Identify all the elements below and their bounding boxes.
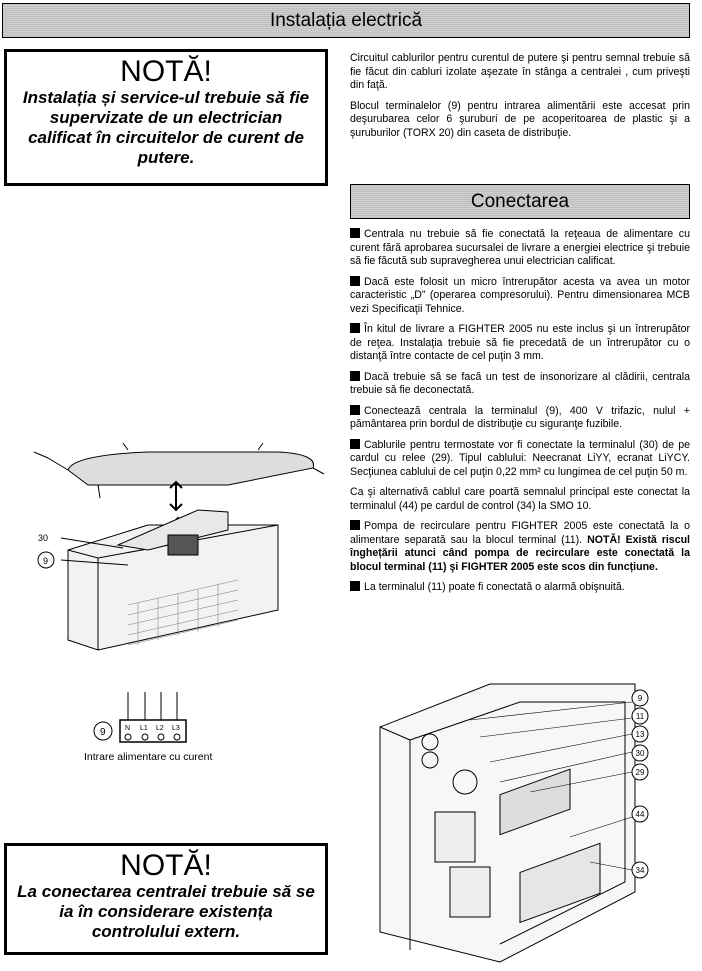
bullet-item: Pompa de recirculare pentru FIGHTER 2005 este conectată la o alimentare separată sau la blocul terminal (11). NOTĂ! Există riscul înghețării atunci când pompa de recirculare este conectată la blocul terminal (11) şi FIGHTER 2005 este scos din funcțiune. — [350, 520, 691, 573]
note-box-bottom — [4, 843, 328, 955]
bullet-square-icon — [350, 228, 360, 238]
bullet-item: Dacă trebuie să se facă un test de insonorizare al clădirii, centrala trebuie să fie deconectată. — [350, 370, 690, 396]
pump-warning: NOTĂ! Există riscul înghețării atunci când pompa de recirculare este conectată la blocul terminal (11) şi FIGHTER 2005 este scos din funcțiune. — [350, 533, 691, 573]
callout-34: 34 — [635, 866, 645, 875]
pin-N: N — [125, 725, 131, 732]
pin-L3: L3 — [172, 725, 180, 732]
title-text: Instalația electrică — [269, 9, 423, 31]
bullet-item: Dacă este folosit un micro întrerupător acesta va avea un motor caracteristic „D" (operarea compresorului). Pentru dimensionarea MCB vezi Specificaţii Tehnice. — [350, 275, 690, 315]
note-title: NOTĂ! — [120, 55, 212, 88]
note-box-top — [4, 49, 328, 186]
bullet-item: Cablurile pentru termostate vor fi conectate la terminalul (30) de pe cardul cu relee (29). Tipul cablului: Neecranat LiYY, ecranat LiYCY. Secţiunea cablului de cel puţin 0,22 mm² cu lungimea de cel puţin 50 m. — [350, 438, 690, 478]
alternative-paragraph: Ca şi alternativă cablul care poartă semnalul principal este conectat la terminalul (44) pe cardul de control (34) la SMO 10. — [350, 486, 690, 512]
callout-44: 44 — [635, 810, 645, 819]
note-title: NOTĂ! — [120, 849, 212, 882]
bullet-square-icon — [350, 323, 360, 333]
pin-L2: L2 — [156, 725, 164, 732]
callout-label-9: 9 — [43, 556, 49, 566]
bullet-square-icon — [350, 371, 360, 381]
callout-13: 13 — [635, 730, 645, 739]
note-body: Instalația și service-ul trebuie să fie supervizate de un electrician calificat în circuitelor de curent de putere. — [22, 88, 310, 167]
bullet-item: În kitul de livrare a FIGHTER 2005 nu este inclus şi un întrerupător de reţea. Instalaţia trebuie să fie precedată de un întrerupător cu o distanţă între contacte de cel puţin 3 mm. — [350, 323, 690, 362]
distribution-box-illustration — [370, 682, 700, 968]
bullet-item: Centrala nu trebuie să fie conectată la reţeaua de alimentare cu curent fără aprobarea sucursalei de livrare a energiei electrice şi trebuie să fie făcută sub supravegherea unui electrician calificat. — [350, 228, 690, 267]
conectarea-text — [350, 228, 690, 602]
unit-illustration — [28, 440, 328, 665]
intro-text — [350, 52, 690, 147]
bullet-item: Conectează centrala la terminalul (9), 400 V trifazic, nulul + pământarea prin bordul de distribuţie cu siguranţe fuzibile. — [350, 404, 690, 430]
terminal-caption: Intrare alimentare cu curent — [84, 751, 213, 763]
bullet-square-icon — [350, 276, 360, 286]
conectarea-title: Conectarea — [470, 190, 570, 212]
bullet-square-icon — [350, 520, 360, 530]
bullet-square-icon — [350, 439, 360, 449]
callout-11: 11 — [635, 712, 645, 721]
callout-30: 30 — [635, 749, 645, 758]
pin-L1: L1 — [140, 725, 148, 732]
callout-29: 29 — [635, 768, 645, 777]
intro-paragraph-2: Blocul terminalelor (9) pentru intrarea alimentării este accesat prin deşurubarea celor 6 şuruburi de pe acoperitoarea de plastic şi a şuruburilor (TORX 20) din caseta de distribuţie. — [350, 99, 690, 139]
callout-label-30: 30 — [38, 533, 49, 543]
section-title — [2, 3, 690, 38]
bullet-square-icon — [350, 405, 360, 415]
conectarea-heading — [350, 184, 690, 219]
terminal-label-9: 9 — [100, 727, 106, 738]
note-body: La conectarea centralei trebuie să se ia în considerare existența controlului extern. — [17, 882, 315, 941]
callout-9: 9 — [637, 694, 643, 703]
bullet-item: La terminalul (11) poate fi conectată o alarmă obişnuită. — [350, 581, 690, 595]
intro-paragraph-1: Circuitul cablurilor pentru curentul de putere şi pentru semnal trebuie să fie făcut din cabluri izolate aşezate în stânga a centralei , cum priveşti din faţă. — [350, 52, 690, 91]
terminal-block-diagram — [90, 690, 200, 750]
bullet-square-icon — [350, 581, 360, 591]
